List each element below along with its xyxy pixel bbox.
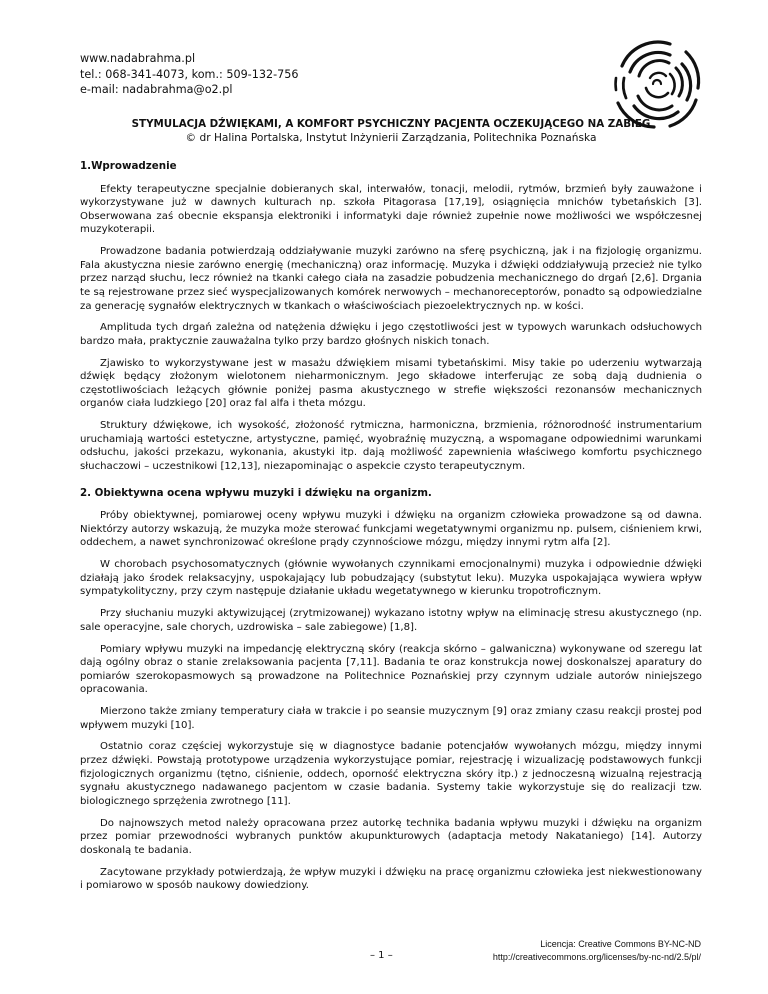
section2-paragraph: Pomiary wpływu muzyki na impedancję elektryczną skóry (reakcja skórno – galwaniczna) wykonywane od szeregu lat dają ogólny obraz o stanie zrelaksowania pacjenta [7,11]. Badania te oraz konstrukcja nowej doskonalszej aparatury do pomiarów szerokopasmowych są prowadzone na Politechnice Poznańskiej przy czynnym udziale autorów niniejszego opracowania. <box>80 643 702 696</box>
section1-paragraph: Zjawisko to wykorzystywane jest w masażu dźwiękiem misami tybetańskimi. Misy takie po uderzeniu wytwarzają dźwięk będący złożonym wielotonem nieharmonicznym. Jego składowe interferując ze sobą dają dudnienia o częstotliwościach leżących głównie poniżej pasma akustycznego w strefie większości rezonansów mechanicznych organów ciała ludzkiego [20] oraz fal alfa i theta mózgu. <box>80 357 702 410</box>
section1-heading: 1.Wprowadzenie <box>80 160 177 172</box>
page-number: – 1 – <box>370 950 393 961</box>
document-content <box>80 160 702 893</box>
phone-text: tel.: 068-341-4073, kom.: 509-132-756 <box>80 67 299 81</box>
section1-paragraph: Struktury dźwiękowe, ich wysokość, złożoność rytmiczna, harmoniczna, brzmienia, różnorodność instrumentarium uruchamiają wartości estetyczne, artystyczne, pamięć, wyobraźnię muzyczną, a wspomagane odpowiednimi warunkami odsłuchu, jakości przekazu, wykonania, akustyki itp. dają możliwość zapewnienia właściwego komfortu psychicznego słuchaczowi – uczestnikowi [12,13], niezapominając o aspekcie czysto terapeutycznym. <box>80 420 702 473</box>
section2-paragraph: W chorobach psychosomatycznych (głównie wywołanych czynnikami emocjonalnymi) muzyka i odpowiednie dźwięki działają jako środek relaksacyjny, uspokajający lub pobudzający (substytut leku). Muzyka uspokajająca wywiera wpływ sympatykolityczny, przy czym następuje działanie układu wegetatywnego w kierunku tropotroficznym. <box>80 559 702 598</box>
license-block <box>493 938 701 964</box>
section2-paragraph: Zacytowane przykłady potwierdzają, że wpływ muzyki i dźwięku na pracę organizmu człowieka jest niekwestionowany i pomiarowo w sposób naukowy dowiedziony. <box>80 866 702 892</box>
section1-paragraph: Efekty terapeutyczne specjalnie dobieranych skal, interwałów, tonacji, melodii, rytmów, brzmień były zauważone i wykorzystywane już w dawnych kulturach np. szkoła Pitagorasa [17,19], osiągnięcia mnichów tybetańskich [3]. Obserwowana zaś obecnie ekspansja elektroniki i informatyki daje również zupełnie nowe możliwości we współczesnej muzykoterapii. <box>80 183 702 236</box>
email-text: e-mail: nadabrahma@o2.pl <box>80 83 233 96</box>
license-url: http://creativecommons.org/licenses/by-nc-nd/2.5/pl/ <box>492 952 701 962</box>
document-author: © dr Halina Portalska, Instytut Inżynierii Zarządzania, Politechnika Poznańska <box>185 132 597 144</box>
website-text: www.nadabrahma.pl <box>80 52 196 65</box>
section2-heading: 2. Obiektywna ocena wpływu muzyki i dźwięku na organizm. <box>80 486 432 499</box>
section2-paragraph: Przy słuchaniu muzyki aktywizującej (zrytmizowanej) wykazano istotny wpływ na eliminację stresu akustycznego (np. sale operacyjne, sale chorych, uzdrowiska – sale zabiegowe) [1,8]. <box>80 608 702 633</box>
section1-paragraph: Prowadzone badania potwierdzają oddziaływanie muzyki zarówno na sferę psychiczną, jak i na fizjologię organizmu. Fala akustyczna niesie zarówno energię (mechaniczną) oraz informację. Muzyka i dźwięki oddziaływują przecież nie tylko przez narząd słuchu, lecz również na tkanki całego ciała na zasadzie pobudzenia mechanicznego do drgań [2,6]. Drgania te są rejestrowane przez sieć wyspecjalizowanych komórek nerwowych – mechanoreceptorów, ponadto są odpowiedzialne za generację sygnałów elektrycznych w tkankach o właściwościach piezoelektrycznych np. w kości. <box>80 246 702 312</box>
section2-paragraph: Ostatnio coraz częściej wykorzystuje się w diagnostyce badanie potencjałów wywołanych mózgu, między innymi przez dźwięki. Powstają prototypowe urządzenia wykorzystujące pomiar, rejestrację i wizualizację podstawowych funkcji fizjologicznych organizmu (tętno, ciśnienie, oddech, oporność elektryczna skóry itp.) z jednoczesną wizualną rejestracją sygnału akustycznego nadawanego pacjentom w czasie badania. Systemy takie wykorzystuje się do realizacji tzw. biologicznego sprzężenia zwrotnego [11]. <box>80 741 702 807</box>
title-block <box>80 117 702 145</box>
section1-paragraph: Amplituda tych drgań zależna od natężenia dźwięku i jego częstotliwości jest w typowych warunkach odsłuchowych bardzo mała, praktycznie zauważalna tylko przy bardzo głośnych niskich tonach. <box>80 322 702 347</box>
contact-block <box>80 51 298 98</box>
section2-paragraph: Mierzono także zmiany temperatury ciała w trakcie i po seansie muzycznym [9] oraz zmiany czasu reakcji prostej pod wpływem muzyki [10]. <box>80 706 702 731</box>
section2-paragraph: Próby obiektywnej, pomiarowej oceny wpływu muzyki i dźwięku na organizm człowieka prowadzone są od dawna. Niektórzy autorzy wskazują, że muzyka może sterować funkcjami wegetatywnymi organizmu np. pulsem, ciśnieniem krwi, oddechem, a nawet synchronizować określone prądy czynnościowe mózgu, między innymi rytm alfa [2]. <box>80 510 702 549</box>
section2-paragraph: Do najnowszych metod należy opracowana przez autorkę technika badania wpływu muzyki i dźwięku na organizm przez pomiar przewodności wybranych punktów akupunkturowych (adaptacja metody Nakataniego) [14]. Autorzy doskonalą te badania. <box>80 817 702 856</box>
document-title: STYMULACJA DŹWIĘKAMI, A KOMFORT PSYCHICZNY PACJENTA OCZEKUJĄCEGO NA ZABIEG <box>131 118 651 130</box>
license-name: Licencja: Creative Commons BY-NC-ND <box>540 939 701 949</box>
